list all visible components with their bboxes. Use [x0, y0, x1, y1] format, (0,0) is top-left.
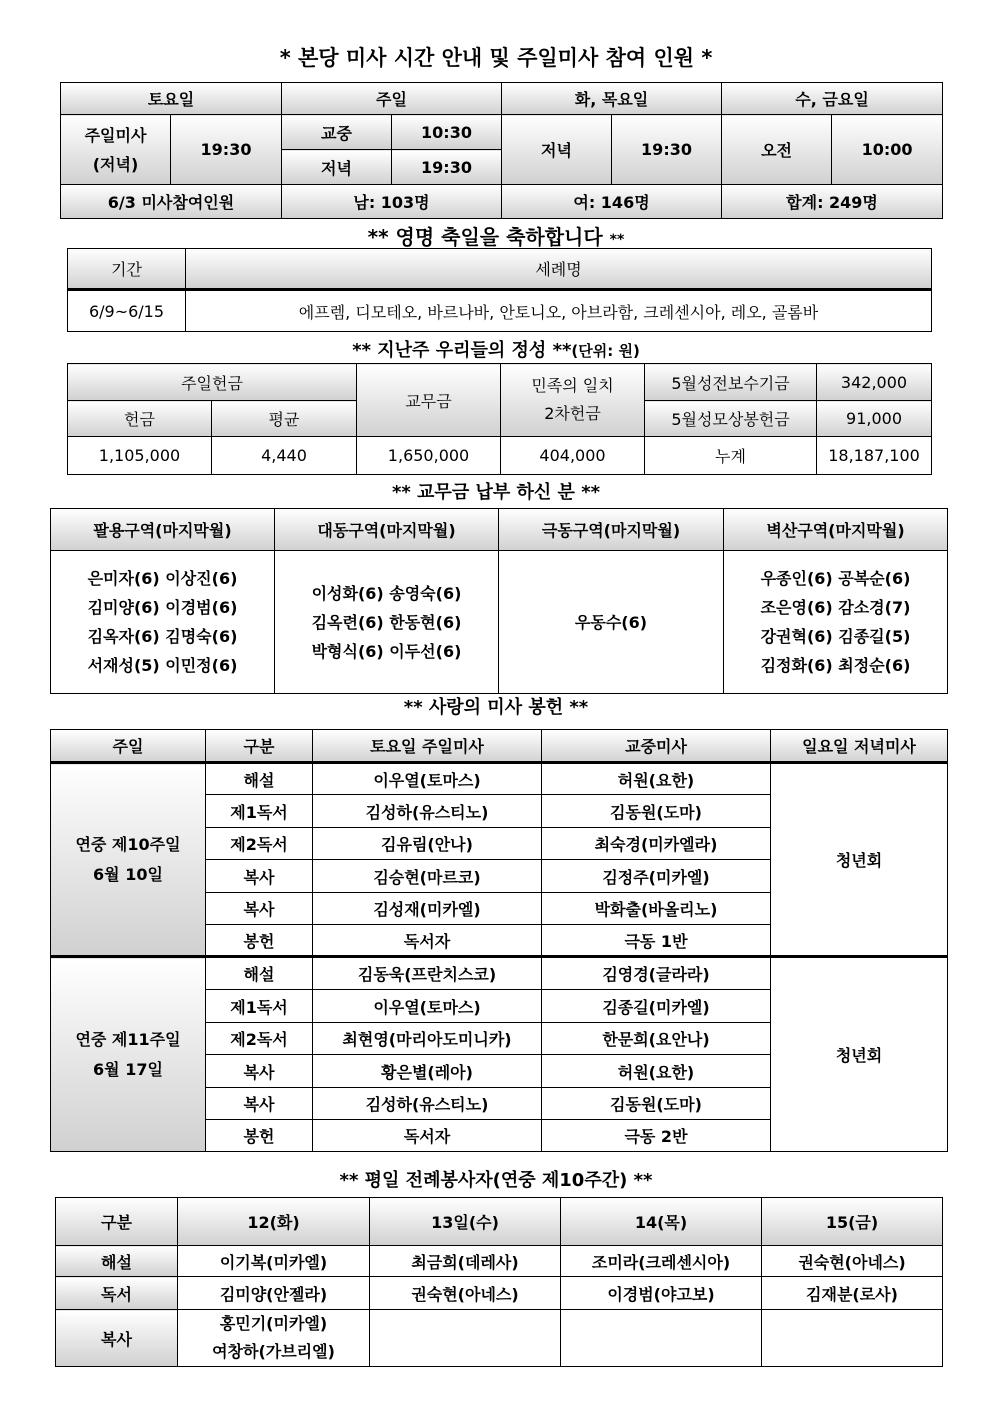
weekday-role-reading: 독서: [56, 1277, 178, 1310]
payers-daedong: [275, 551, 499, 694]
service-main: 김영경(글라라): [542, 957, 771, 990]
saturday-time: 19:30: [171, 115, 282, 185]
weekday-cell-empty: [762, 1310, 943, 1367]
header-sunday: 주일: [282, 83, 502, 115]
offering-header-sunday: 주일헌금: [68, 364, 357, 401]
service-sat: 김성재(미카엘): [313, 893, 542, 925]
payers-table: [50, 508, 948, 694]
feast-table: [67, 248, 932, 332]
weekday-header-role: 구분: [56, 1198, 178, 1246]
payer-line: 김옥련(6) 한동현(6): [311, 612, 462, 632]
saturday-label: [61, 115, 171, 185]
payers-header-palyong: 팔용구역(마지막월): [51, 509, 275, 551]
service-sat: 김성하(유스티노): [313, 795, 542, 828]
attendance-male: 남: 103명: [282, 185, 502, 219]
service-main: 박화출(바올리노): [542, 893, 771, 925]
service-title: ** 사랑의 미사 봉헌 **: [403, 697, 589, 718]
feast-header-names: 세례명: [186, 249, 932, 290]
feast-title: [0, 221, 992, 250]
service-sat: 독서자: [313, 925, 542, 957]
payers-palyong: [51, 551, 275, 694]
tue-thu-label: 저녁: [502, 115, 612, 185]
service-evening: 청년회: [771, 763, 948, 957]
service-role: 봉헌: [206, 1120, 313, 1152]
weekday-cell: 권숙현(아네스): [370, 1277, 561, 1310]
week-name: 연중 제10주일: [75, 834, 181, 854]
weekday-role-altar: 복사: [56, 1310, 178, 1367]
sunday-main-label: 교중: [282, 115, 392, 150]
service-evening: 청년회: [771, 957, 948, 1152]
service-header-saturday: 토요일 주일미사: [313, 730, 542, 763]
feast-title-end: **: [609, 232, 625, 248]
service-sat: 독서자: [313, 1120, 542, 1152]
weekday-header-thu: 14(목): [561, 1198, 762, 1246]
service-main: 김종길(미카엘): [542, 990, 771, 1023]
service-role: 복사: [206, 860, 313, 893]
header-wed-fri: 수, 금요일: [722, 83, 943, 115]
weekday-cell: 이기복(미카엘): [178, 1246, 370, 1277]
weekday-cell: 이경범(야고보): [561, 1277, 762, 1310]
offering-table: [67, 363, 932, 475]
attendance-total: 합계: 249명: [722, 185, 943, 219]
offering-title-main: ** 지난주 우리들의 정성 **: [352, 340, 572, 361]
week-date: 6월 17일: [93, 1059, 163, 1079]
offering-header-average: 평균: [212, 401, 357, 437]
payers-byeoksan: [724, 551, 948, 694]
feast-header-period: 기간: [68, 249, 186, 290]
attendance-label: 6/3 미사참여인원: [61, 185, 282, 219]
service-main: 김정주(미카엘): [542, 860, 771, 893]
service-sat: 김승현(마르코): [313, 860, 542, 893]
service-role: 복사: [206, 893, 313, 925]
week-date: 6월 10일: [93, 864, 163, 884]
weekday-header-wed: 13일(수): [370, 1198, 561, 1246]
offering-value-fund1: 342,000: [817, 364, 932, 401]
service-header-sunday: 주일: [51, 730, 206, 763]
offering-value-cumulative: 18,187,100: [817, 437, 932, 475]
service-main: 극동 2반: [542, 1120, 771, 1152]
payer-line: 조은영(6) 감소경(7): [760, 598, 911, 617]
service-main: 허원(요한): [542, 1055, 771, 1088]
offering-header-cash: 헌금: [68, 401, 212, 437]
weekday-header-tue: 12(화): [178, 1198, 370, 1246]
payers-geukdong: [499, 551, 724, 694]
offering-header-gyomu: 교무금: [357, 364, 501, 437]
payer-line: 김정화(6) 최정순(6): [760, 656, 911, 675]
payers-header-byeoksan: 벽산구역(마지막월): [724, 509, 948, 551]
service-sat: 최현영(마리아도미니카): [313, 1023, 542, 1055]
offering-title: [0, 336, 992, 362]
service-main: 허원(요한): [542, 763, 771, 795]
tue-thu-time: 19:30: [612, 115, 722, 185]
service-role: 해설: [206, 957, 313, 990]
week-name: 연중 제11주일: [75, 1029, 181, 1049]
service-role: 복사: [206, 1055, 313, 1088]
service-sat: 황은별(레아): [313, 1055, 542, 1088]
sunday-evening-label: 저녁: [282, 150, 392, 185]
weekday-cell: 김미양(안젤라): [178, 1277, 370, 1310]
mass-times-table: [60, 82, 943, 219]
attendance-female: 여: 146명: [502, 185, 722, 219]
saturday-label-line2: (저녁): [92, 154, 139, 174]
week-label: [51, 763, 206, 957]
service-header-evening: 일요일 저녁미사: [771, 730, 948, 763]
sunday-main-time: 10:30: [392, 115, 502, 150]
service-sat: 김성하(유스티노): [313, 1088, 542, 1120]
service-role: 해설: [206, 763, 313, 795]
payer-line: 우종인(6) 공복순(6): [760, 569, 911, 588]
service-main: 최숙경(미카엘라): [542, 828, 771, 860]
service-role: 복사: [206, 1088, 313, 1120]
payer-line: 우동수(6): [574, 612, 648, 632]
offering-header-fund2: 5월성모상봉헌금: [645, 401, 817, 437]
offering-title-unit: (단위: 원): [571, 342, 640, 360]
weekday-cell: 최금희(데레사): [370, 1246, 561, 1277]
service-sat: 김동욱(프란치스코): [313, 957, 542, 990]
feast-names: 에프렘, 디모테오, 바르나바, 안토니오, 아브라함, 크레센시아, 레오, 골롬바: [186, 290, 932, 332]
service-sat: 이우열(토마스): [313, 763, 542, 795]
offering-value-fund2: 91,000: [817, 401, 932, 437]
offering-header-cumulative: 누계: [645, 437, 817, 475]
offering-header-nation-line2: 2차헌금: [544, 404, 601, 423]
payer-line: 은미자(6) 이상진(6): [87, 569, 238, 588]
payer-line: 서재성(5) 이민정(6): [87, 656, 238, 675]
service-main: 김동원(도마): [542, 1088, 771, 1120]
weekday-altar-line1: 홍민기(미카엘): [219, 1314, 328, 1333]
weekday-title: ** 평일 전례봉사자(연중 제10주간) **: [339, 1170, 653, 1191]
service-header-main: 교중미사: [542, 730, 771, 763]
weekday-header-fri: 15(금): [762, 1198, 943, 1246]
payer-line: 강권혁(6) 김종길(5): [760, 627, 911, 646]
payers-title: ** 교무금 납부 하신 분 **: [391, 482, 601, 503]
header-saturday: 토요일: [61, 83, 282, 115]
payer-line: 이성화(6) 송영숙(6): [311, 583, 462, 603]
sunday-evening-time: 19:30: [392, 150, 502, 185]
offering-header-nation: [501, 364, 645, 437]
service-sat: 이우열(토마스): [313, 990, 542, 1023]
payers-header-daedong: 대동구역(마지막월): [275, 509, 499, 551]
service-role: 제2독서: [206, 828, 313, 860]
weekday-cell: 조미라(크레센시아): [561, 1246, 762, 1277]
weekday-cell-empty: [561, 1310, 762, 1367]
feast-period: 6/9~6/15: [68, 290, 186, 332]
payers-header-geukdong: 극동구역(마지막월): [499, 509, 724, 551]
wed-fri-label: 오전: [722, 115, 832, 185]
weekday-table: [55, 1197, 943, 1367]
service-main: 김동원(도마): [542, 795, 771, 828]
service-row: [51, 763, 948, 795]
service-role: 제2독서: [206, 1023, 313, 1055]
saturday-label-line1: 주일미사: [84, 125, 147, 145]
week-label: [51, 957, 206, 1152]
feast-title-main: ** 영명 축일을 축하합니다: [367, 225, 603, 249]
offering-value-average: 4,440: [212, 437, 357, 475]
weekday-cell: [178, 1310, 370, 1367]
payer-line: 김미양(6) 이경범(6): [87, 598, 238, 617]
payer-line: 박형식(6) 이두선(6): [311, 641, 462, 661]
offering-value-nation: 404,000: [501, 437, 645, 475]
wed-fri-time: 10:00: [832, 115, 943, 185]
offering-header-nation-line1: 민족의 일치: [531, 376, 614, 395]
mass-times-title: * 본당 미사 시간 안내 및 주일미사 참여 인원 *: [279, 46, 713, 70]
weekday-cell-empty: [370, 1310, 561, 1367]
service-table: [50, 729, 948, 1152]
offering-header-fund1: 5월성전보수기금: [645, 364, 817, 401]
offering-value-cash: 1,105,000: [68, 437, 212, 475]
payer-line: 김옥자(6) 김명숙(6): [87, 627, 238, 646]
service-sat: 김유림(안나): [313, 828, 542, 860]
service-role: 제1독서: [206, 990, 313, 1023]
service-main: 극동 1반: [542, 925, 771, 957]
service-role: 제1독서: [206, 795, 313, 828]
service-main: 한문희(요안나): [542, 1023, 771, 1055]
weekday-altar-line2: 여창하(가브리엘): [212, 1342, 335, 1361]
service-role: 봉헌: [206, 925, 313, 957]
service-row: [51, 957, 948, 990]
header-tue-thu: 화, 목요일: [502, 83, 722, 115]
weekday-role-commentary: 해설: [56, 1246, 178, 1277]
weekday-cell: 권숙현(아네스): [762, 1246, 943, 1277]
weekday-cell: 김재분(로사): [762, 1277, 943, 1310]
offering-value-gyomu: 1,650,000: [357, 437, 501, 475]
service-header-role: 구분: [206, 730, 313, 763]
